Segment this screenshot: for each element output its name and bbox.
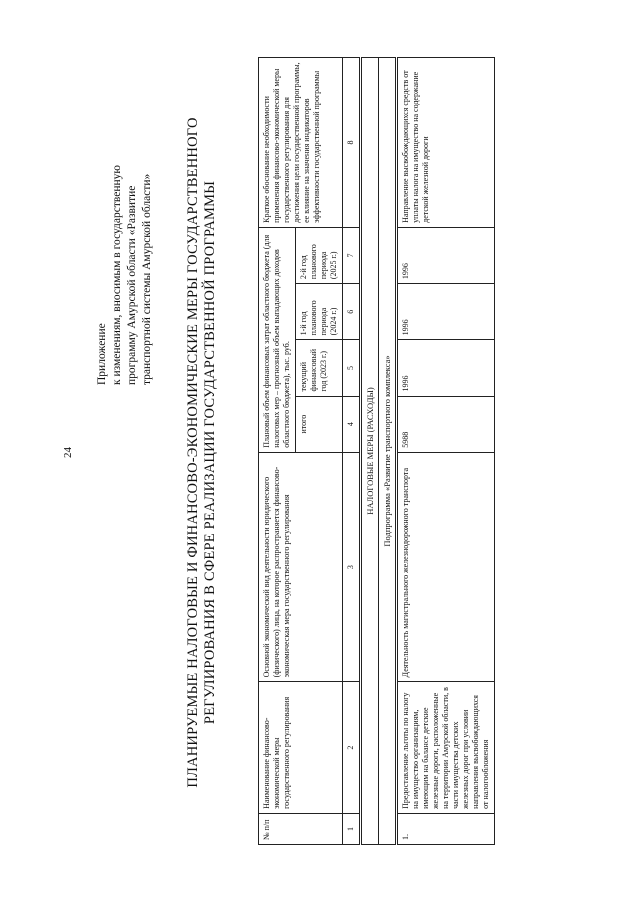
row-plan-year-2: 1996 [397,227,495,283]
page-number: 24 [62,447,74,458]
header-row [259,58,296,845]
header-name: Наименование финансово-экономической меры государственного регулирования [259,682,343,814]
page-title [185,60,219,845]
appendix-line: Приложение [96,323,108,385]
row-total: 5988 [397,396,495,452]
header-volume: Плановый объем финансовых затрат областного бюджета (для налоговых мер – прогнозный объем выпадающих доходов областного бюджета), тыс. руб. [259,227,296,452]
row-activity: Деятельность магистрального железнодорожного транспорта [397,452,495,682]
column-numbers-row [343,58,361,845]
row-current-year: 1996 [397,340,495,396]
header-total: итого [296,396,343,452]
col-number: 8 [343,58,361,228]
col-number: 7 [343,227,361,283]
header-plan-year-2: 2-й год планового периода (2025 г.) [296,227,343,283]
col-number: 3 [343,452,361,682]
header-num: № п/п [259,813,343,844]
row-rationale: Направление высвобождающихся средств от уплаты налога на имущество на содержание детской железной дороги [397,58,495,228]
section-heading: НАЛОГОВЫЕ МЕРЫ (РАСХОДЫ) [361,58,379,845]
row-num: 1. [397,813,495,844]
title-line: РЕГУЛИРОВАНИЯ В СФЕРЕ РЕАЛИЗАЦИИ ГОСУДАРСТВЕННОЙ ПРОГРАММЫ [202,180,218,725]
appendix-line: программу Амурской области «Развитие [126,185,138,385]
row-name: Предоставление льготы по налогу на имущество организациям, имеющим на балансе детские железные дороги, расположенные на территории Амурской области, в части имущества детских железных дорог при условии направления высвобождающихся от налогообложения [397,682,495,814]
title-line: ПЛАНИРУЕМЫЕ НАЛОГОВЫЕ И ФИНАНСОВО-ЭКОНОМИЧЕСКИЕ МЕРЫ ГОСУДАРСТВЕННОГО [185,117,201,788]
header-current-year: текущий финансовый год (2023 г.) [296,340,343,396]
header-rationale: Краткое обоснование необходимости применения финансово-экономической меры государственного регулирования для достижения цели государственной программы, ее влияние на значения индикаторов эффективности государственной программы [259,58,343,228]
appendix-line: транспортной системы Амурской области» [141,173,153,385]
col-number: 5 [343,340,361,396]
col-number: 4 [343,396,361,452]
col-number: 2 [343,682,361,814]
subsection-row [379,58,397,845]
appendix-note [95,85,155,385]
header-plan-year-1: 1-й год планового периода (2024 г.) [296,284,343,340]
measures-table [258,57,495,845]
section-row [361,58,379,845]
table-row [397,58,495,845]
col-number: 6 [343,284,361,340]
col-number: 1 [343,813,361,844]
appendix-line: к изменениям, вносимым в государственную [111,165,123,385]
header-activity: Основной экономический вид деятельности юридического (физического) лица, на которое распространяется финансово-экономическая мера государственного регулирования [259,452,343,682]
row-plan-year-1: 1996 [397,284,495,340]
subsection-heading: Подпрограмма «Развитие транспортного комплекса» [379,58,397,845]
